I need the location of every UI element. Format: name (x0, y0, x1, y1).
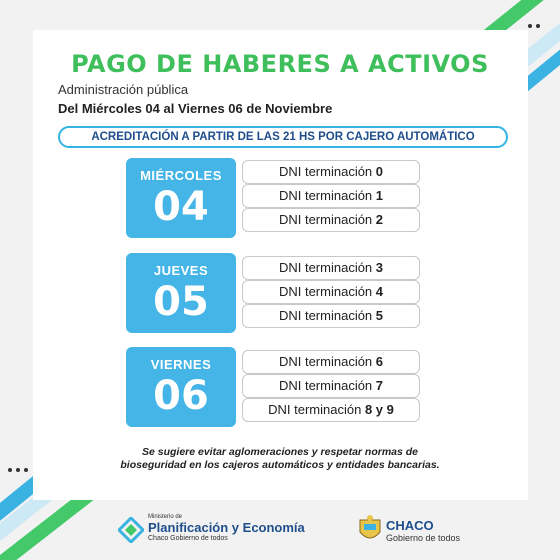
dni-label: DNI terminación (278, 260, 373, 275)
ministry-prefix: Ministerio de (148, 514, 183, 520)
page-title: PAGO DE HABERES A ACTIVOS (71, 50, 489, 78)
dni-label: DNI terminación (278, 308, 373, 323)
dni-list-wednesday (242, 160, 420, 232)
gov-name: CHACO (386, 518, 434, 533)
accreditation-banner: ACREDITACIÓN A PARTIR DE LAS 21 HS POR CAJERO AUTOMÁTICO (58, 126, 508, 148)
dni-digit: 8 y 9 (364, 402, 394, 417)
dni-label: DNI terminación (278, 378, 373, 393)
ministry-sub: Chaco Gobierno de todos (148, 535, 228, 542)
dni-digit: 2 (375, 212, 384, 227)
dni-digit: 1 (375, 188, 384, 203)
day-badge-wednesday (126, 158, 236, 238)
advisory-note: Se sugiere evitar aglomeraciones y respetar normas de bioseguridad en los cajeros automáticos y entidades bancarias. (120, 446, 440, 471)
dni-row (242, 374, 420, 398)
dni-row (242, 350, 420, 374)
dni-label: DNI terminación (268, 402, 362, 417)
day-badge-friday (126, 347, 236, 427)
chaco-crest-icon (358, 514, 382, 544)
dni-digit: 3 (375, 260, 384, 275)
day-number: 05 (153, 279, 209, 325)
day-badge-thursday (126, 253, 236, 333)
dni-label: DNI terminación (278, 164, 373, 179)
subtitle: Administración pública (58, 82, 189, 97)
day-name: JUEVES (153, 263, 209, 278)
dni-digit: 6 (375, 354, 384, 369)
gov-sub: Gobierno de todos (386, 533, 461, 543)
ministry-name: Planificación y Economía (148, 520, 305, 535)
dni-digit: 7 (375, 378, 384, 393)
dni-row (242, 398, 420, 422)
dni-label: DNI terminación (278, 354, 373, 369)
day-name: VIERNES (150, 357, 212, 372)
day-name: MIÉRCOLES (140, 168, 222, 183)
dni-row (242, 160, 420, 184)
dni-digit: 4 (375, 284, 384, 299)
dni-digit: 5 (375, 308, 384, 323)
date-range: Del Miércoles 04 al Viernes 06 de Noviembre (58, 101, 333, 116)
dni-digit: 0 (375, 164, 384, 179)
ministry-diamond-icon (118, 517, 144, 543)
dni-row (242, 256, 420, 280)
dni-row (242, 184, 420, 208)
dni-list-friday (242, 350, 420, 422)
dni-row (242, 304, 420, 328)
dni-label: DNI terminación (278, 188, 373, 203)
dni-list-thursday (242, 256, 420, 328)
day-number: 06 (153, 373, 209, 419)
dni-row (242, 208, 420, 232)
dni-row (242, 280, 420, 304)
day-number: 04 (153, 184, 209, 230)
dni-label: DNI terminación (278, 212, 373, 227)
dni-label: DNI terminación (278, 284, 373, 299)
